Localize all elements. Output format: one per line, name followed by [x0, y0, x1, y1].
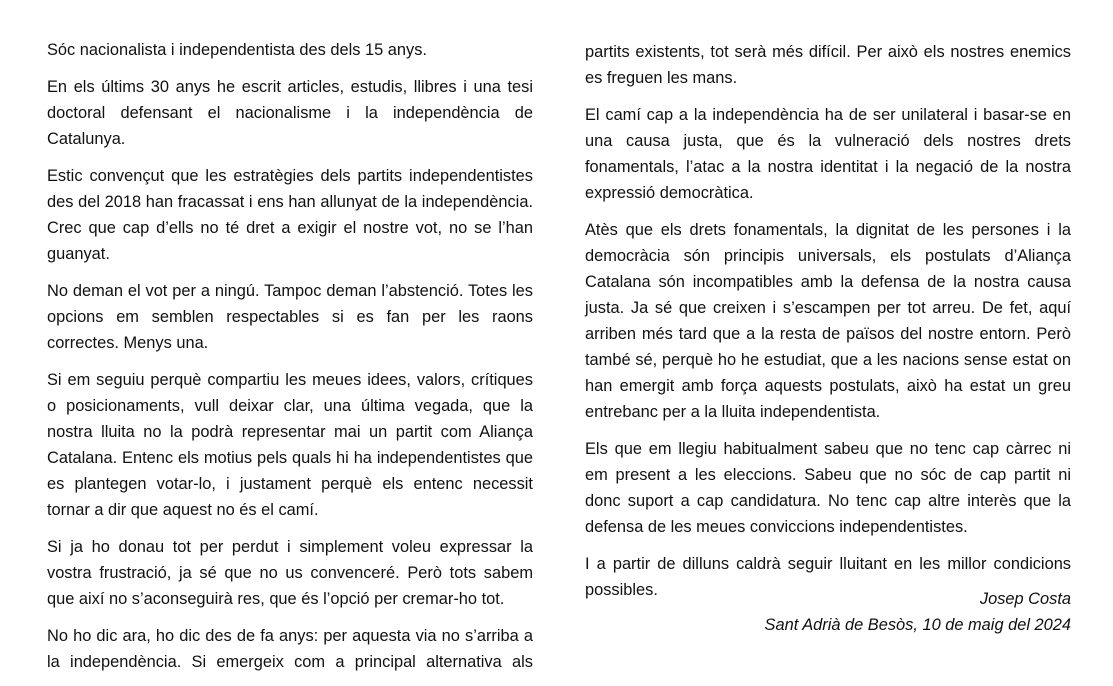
paragraph: Si ja ho donau tot per perdut i simplement voleu expressar la vostra frustració, ja sé que no us convenceré. Però tots sabem que així no s’aconseguirà res, que és l’opció per cremar-ho tot. — [47, 538, 533, 608]
paragraph: El camí cap a la independència ha de ser unilateral i basar-se en una causa justa, que és la vulneració dels nostres drets fonamentals, l’atac a la nostra identitat i la negació de la nostra expressió democràtica. — [585, 106, 1071, 202]
paragraph: Sóc nacionalista i independentista des dels 15 anys. — [47, 41, 427, 59]
paragraph: Estic convençut que les estratègies dels partits independentistes des del 2018 han fracassat i ens han allunyat de la independència. Crec que cap d’ells no té dret a exigir el nostre vot, no se l’han guanyat. — [47, 167, 533, 263]
left-column — [47, 37, 533, 686]
author-name: Josep Costa — [979, 590, 1071, 608]
paragraph: No deman el vot per a ningú. Tampoc deman l’abstenció. Totes les opcions em semblen respectables si es fan per les raons correctes. Menys una. — [47, 282, 533, 352]
paragraph: Si em seguiu perquè compartiu les meues idees, valors, crítiques o posicionaments, vull deixar clar, una última vegada, que la nostra lluita no la podrà representar mai un partit com Aliança Catalana. Entenc els motius pels quals hi ha independentistes que es plantegen votar-lo, i justament perquè els entenc necessit tornar a dir que aquest no és el camí. — [47, 371, 533, 519]
paragraph: I a partir de dilluns caldrà seguir lluitant en les millor condicions possibles. — [585, 555, 1071, 599]
signature-block — [765, 586, 1071, 638]
paragraph: No ho dic ara, ho dic des de fa anys: per aquesta via no s’arriba a la independència. Si emergeix com a principal alternativa als — [47, 627, 533, 671]
place-and-date: Sant Adrià de Besòs, 10 de maig del 2024 — [764, 616, 1071, 634]
paragraph: Atès que els drets fonamentals, la dignitat de les persones i la democràcia són principis universals, els postulats d’Aliança Catalana són incompatibles amb la defensa de la nostra causa justa. Ja sé que creixen i s’escampen per tot arreu. De fet, aquí arriben més tard que a la resta de països del nostre entorn. Però també sé, perquè ho he estudiat, que a les nacions sense estat on han emergit amb força aquests postulats, això ha estat un greu entrebanc per a la lluita independentista. — [585, 221, 1071, 421]
paragraph: En els últims 30 anys he escrit articles, estudis, llibres i una tesi doctoral defensant el nacionalisme i la independència de Catalunya. — [47, 78, 533, 148]
paragraph: Els que em llegiu habitualment sabeu que no tenc cap càrrec ni em present a les eleccions. Sabeu que no sóc de cap partit ni donc suport a cap candidatura. No tenc cap altre interès que la defensa de les meues conviccions independentistes. — [585, 440, 1071, 536]
paragraph: partits existents, tot serà més difícil. Per això els nostres enemics es freguen les mans. — [585, 43, 1071, 87]
right-column — [585, 39, 1071, 614]
